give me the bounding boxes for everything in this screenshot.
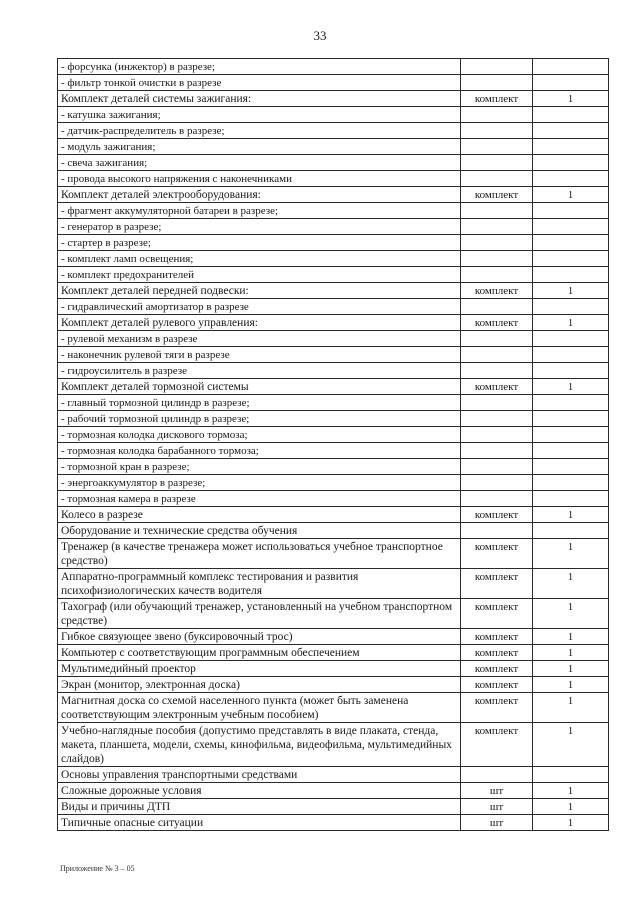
table-row (58, 507, 609, 523)
table-row (58, 267, 609, 283)
table-row (58, 815, 609, 831)
quantity-cell: 1 (533, 315, 609, 331)
quantity-cell (533, 491, 609, 507)
table-row (58, 523, 609, 539)
quantity-cell: 1 (533, 569, 609, 599)
quantity-cell (533, 139, 609, 155)
unit-cell: шт (461, 783, 533, 799)
quantity-cell: 1 (533, 799, 609, 815)
item-name-cell: Учебно-наглядные пособия (допустимо представлять в виде плаката, стенда, макета, планшета, модели, схемы, кинофильма, видеофильма, мультимедийных слайдов) (58, 723, 461, 767)
unit-cell: комплект (461, 187, 533, 203)
unit-cell: комплект (461, 629, 533, 645)
unit-cell: комплект (461, 91, 533, 107)
quantity-cell (533, 363, 609, 379)
table-row (58, 569, 609, 599)
item-name-cell: Комплект деталей системы зажигания: (58, 91, 461, 107)
table-row (58, 203, 609, 219)
item-name-cell: Магнитная доска со схемой населенного пункта (может быть заменена соответствующим электронным учебным пособием) (58, 693, 461, 723)
table-row (58, 443, 609, 459)
item-name-cell: - рабочий тормозной цилиндр в разрезе; (58, 411, 461, 427)
item-name-cell: - тормозная колодка барабанного тормоза; (58, 443, 461, 459)
unit-cell (461, 251, 533, 267)
unit-cell (461, 411, 533, 427)
quantity-cell (533, 251, 609, 267)
table-row (58, 629, 609, 645)
unit-cell (461, 59, 533, 75)
quantity-cell: 1 (533, 661, 609, 677)
table-row (58, 91, 609, 107)
quantity-cell (533, 59, 609, 75)
item-name-cell: - генератор в разрезе; (58, 219, 461, 235)
quantity-cell (533, 395, 609, 411)
item-name-cell: Экран (монитор, электронная доска) (58, 677, 461, 693)
unit-cell (461, 523, 533, 539)
table-row (58, 661, 609, 677)
item-name-cell: Тахограф (или обучающий тренажер, установленный на учебном транспортном средстве) (58, 599, 461, 629)
item-name-cell: - тормозной кран в разрезе; (58, 459, 461, 475)
table-row (58, 677, 609, 693)
quantity-cell (533, 123, 609, 139)
equipment-table (57, 58, 609, 831)
quantity-cell: 1 (533, 783, 609, 799)
quantity-cell: 1 (533, 539, 609, 569)
table-row (58, 363, 609, 379)
unit-cell (461, 363, 533, 379)
quantity-cell (533, 219, 609, 235)
table-row (58, 59, 609, 75)
unit-cell (461, 107, 533, 123)
table-row (58, 799, 609, 815)
table-row (58, 219, 609, 235)
unit-cell: комплект (461, 379, 533, 395)
table-row (58, 723, 609, 767)
item-name-cell: Компьютер с соответствующим программным обеспечением (58, 645, 461, 661)
item-name-cell: - фильтр тонкой очистки в разрезе (58, 75, 461, 91)
item-name-cell: - катушка зажигания; (58, 107, 461, 123)
table-row (58, 331, 609, 347)
table-row (58, 107, 609, 123)
unit-cell (461, 299, 533, 315)
unit-cell: комплект (461, 539, 533, 569)
item-name-cell: Комплект деталей электрооборудования: (58, 187, 461, 203)
unit-cell (461, 491, 533, 507)
item-name-cell: Основы управления транспортными средствами (58, 767, 461, 783)
unit-cell: комплект (461, 693, 533, 723)
table-row (58, 283, 609, 299)
unit-cell: комплект (461, 677, 533, 693)
quantity-cell (533, 203, 609, 219)
quantity-cell (533, 235, 609, 251)
table-row (58, 491, 609, 507)
quantity-cell: 1 (533, 599, 609, 629)
item-name-cell: Тренажер (в качестве тренажера может использоваться учебное транспортное средство) (58, 539, 461, 569)
unit-cell (461, 459, 533, 475)
unit-cell (461, 767, 533, 783)
item-name-cell: Аппаратно-программный комплекс тестирования и развития психофизиологических качеств водителя (58, 569, 461, 599)
item-name-cell: Комплект деталей передней подвески: (58, 283, 461, 299)
item-name-cell: - рулевой механизм в разрезе (58, 331, 461, 347)
item-name-cell: - главный тормозной цилиндр в разрезе; (58, 395, 461, 411)
item-name-cell: - наконечник рулевой тяги в разрезе (58, 347, 461, 363)
table-row (58, 299, 609, 315)
table-row (58, 693, 609, 723)
unit-cell (461, 171, 533, 187)
quantity-cell (533, 299, 609, 315)
table-row (58, 171, 609, 187)
item-name-cell: - модуль зажигания; (58, 139, 461, 155)
item-name-cell: - гидроусилитель в разрезе (58, 363, 461, 379)
item-name-cell: Оборудование и технические средства обучения (58, 523, 461, 539)
unit-cell (461, 203, 533, 219)
table-row (58, 459, 609, 475)
quantity-cell (533, 155, 609, 171)
item-name-cell: Типичные опасные ситуации (58, 815, 461, 831)
quantity-cell: 1 (533, 379, 609, 395)
item-name-cell: Колесо в разрезе (58, 507, 461, 523)
table-row (58, 475, 609, 491)
unit-cell (461, 139, 533, 155)
unit-cell: комплект (461, 723, 533, 767)
item-name-cell: - энергоаккумулятор в разрезе; (58, 475, 461, 491)
quantity-cell (533, 75, 609, 91)
item-name-cell: - стартер в разрезе; (58, 235, 461, 251)
quantity-cell (533, 347, 609, 363)
quantity-cell (533, 171, 609, 187)
table-row (58, 155, 609, 171)
item-name-cell: - тормозная колодка дискового тормоза; (58, 427, 461, 443)
quantity-cell: 1 (533, 677, 609, 693)
unit-cell (461, 155, 533, 171)
table-row (58, 599, 609, 629)
item-name-cell: - комплект предохранителей (58, 267, 461, 283)
unit-cell: шт (461, 799, 533, 815)
page-footer: Приложение № 3 – 05 (60, 864, 135, 873)
quantity-cell (533, 411, 609, 427)
unit-cell (461, 75, 533, 91)
unit-cell (461, 427, 533, 443)
unit-cell (461, 267, 533, 283)
item-name-cell: Комплект деталей рулевого управления: (58, 315, 461, 331)
table-row (58, 315, 609, 331)
quantity-cell: 1 (533, 629, 609, 645)
item-name-cell: - гидравлический амортизатор в разрезе (58, 299, 461, 315)
table-row (58, 123, 609, 139)
unit-cell: комплект (461, 661, 533, 677)
table-row (58, 139, 609, 155)
quantity-cell (533, 767, 609, 783)
item-name-cell: - форсунка (инжектор) в разрезе; (58, 59, 461, 75)
unit-cell (461, 331, 533, 347)
quantity-cell: 1 (533, 507, 609, 523)
item-name-cell: - комплект ламп освещения; (58, 251, 461, 267)
item-name-cell: - фрагмент аккумуляторной батареи в разрезе; (58, 203, 461, 219)
unit-cell: комплект (461, 645, 533, 661)
table-row (58, 767, 609, 783)
unit-cell (461, 123, 533, 139)
equipment-table-body (58, 59, 609, 831)
item-name-cell: Сложные дорожные условия (58, 783, 461, 799)
quantity-cell: 1 (533, 283, 609, 299)
quantity-cell: 1 (533, 815, 609, 831)
table-row (58, 539, 609, 569)
table-row (58, 411, 609, 427)
quantity-cell (533, 443, 609, 459)
unit-cell (461, 219, 533, 235)
quantity-cell (533, 475, 609, 491)
quantity-cell: 1 (533, 91, 609, 107)
table-row (58, 235, 609, 251)
table-row (58, 645, 609, 661)
item-name-cell: Виды и причины ДТП (58, 799, 461, 815)
page-number: 33 (313, 28, 327, 43)
unit-cell (461, 443, 533, 459)
unit-cell: шт (461, 815, 533, 831)
quantity-cell: 1 (533, 187, 609, 203)
quantity-cell (533, 331, 609, 347)
quantity-cell: 1 (533, 723, 609, 767)
unit-cell: комплект (461, 569, 533, 599)
item-name-cell: Гибкое связующее звено (буксировочный трос) (58, 629, 461, 645)
quantity-cell: 1 (533, 693, 609, 723)
table-row (58, 187, 609, 203)
quantity-cell (533, 267, 609, 283)
table-row (58, 783, 609, 799)
item-name-cell: - свеча зажигания; (58, 155, 461, 171)
unit-cell (461, 395, 533, 411)
item-name-cell: - провода высокого напряжения с наконечниками (58, 171, 461, 187)
quantity-cell (533, 427, 609, 443)
table-row (58, 379, 609, 395)
table-row (58, 251, 609, 267)
table-row (58, 395, 609, 411)
table-row (58, 347, 609, 363)
unit-cell: комплект (461, 283, 533, 299)
table-row (58, 75, 609, 91)
quantity-cell (533, 459, 609, 475)
item-name-cell: - датчик-распределитель в разрезе; (58, 123, 461, 139)
quantity-cell: 1 (533, 645, 609, 661)
quantity-cell (533, 523, 609, 539)
unit-cell (461, 347, 533, 363)
unit-cell: комплект (461, 315, 533, 331)
unit-cell: комплект (461, 599, 533, 629)
table-row (58, 427, 609, 443)
item-name-cell: Мультимедийный проектор (58, 661, 461, 677)
unit-cell (461, 235, 533, 251)
unit-cell (461, 475, 533, 491)
item-name-cell: - тормозная камера в разрезе (58, 491, 461, 507)
unit-cell: комплект (461, 507, 533, 523)
item-name-cell: Комплект деталей тормозной системы (58, 379, 461, 395)
quantity-cell (533, 107, 609, 123)
